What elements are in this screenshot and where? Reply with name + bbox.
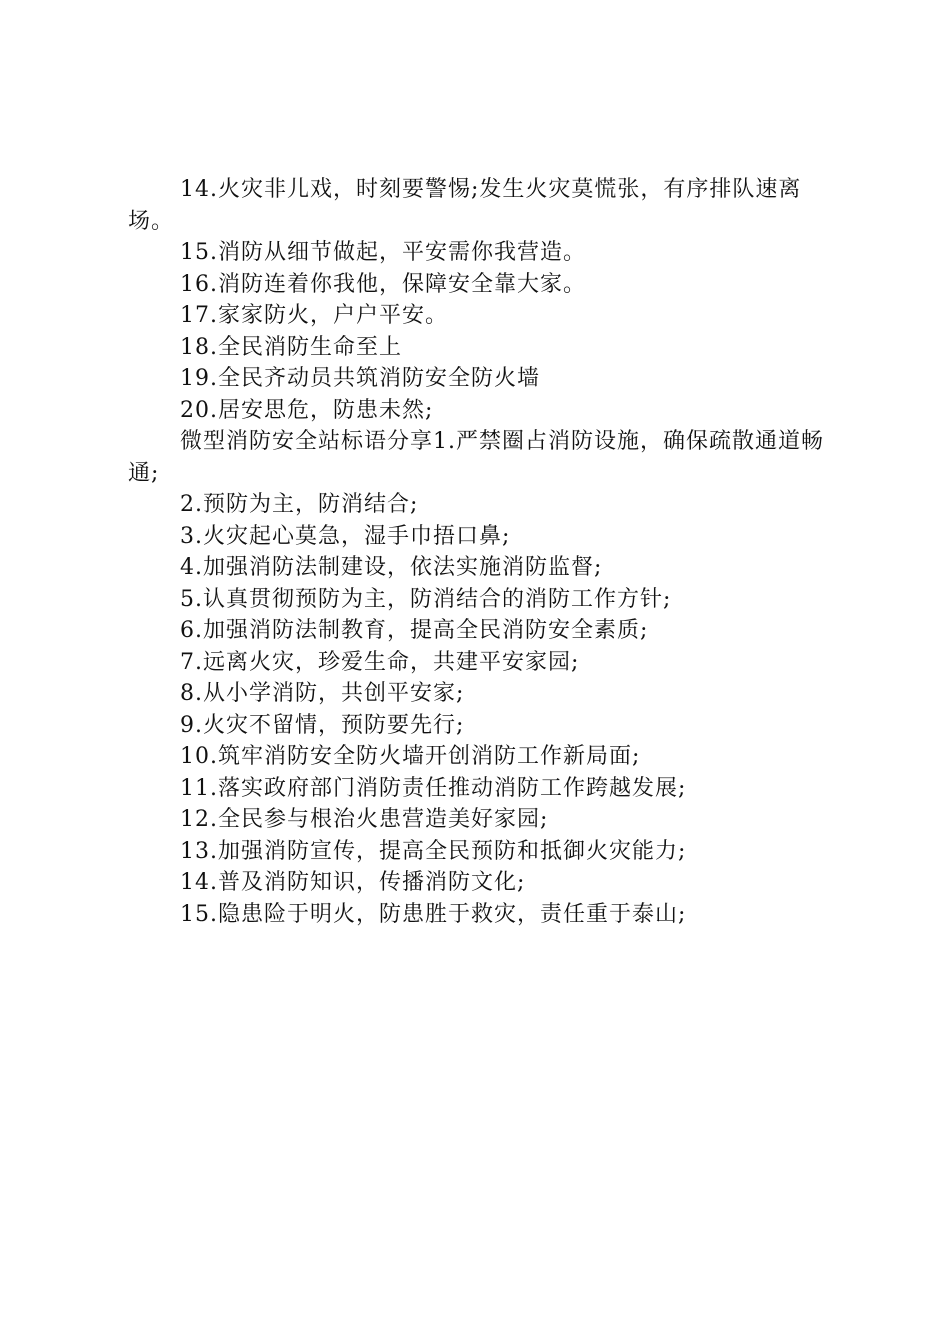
paragraph: 11.落实政府部门消防责任推动消防工作跨越发展; xyxy=(180,775,687,801)
paragraph: 14.普及消防知识，传播消防文化; xyxy=(180,870,526,895)
paragraph: 12.全民参与根治火患营造美好家园; xyxy=(180,807,549,832)
paragraph: 20.居安思危，防患未然; xyxy=(180,397,434,423)
document-body xyxy=(128,174,840,930)
paragraph: 7.远离火灾，珍爱生命，共建平安家园; xyxy=(180,649,580,675)
paragraph: 10.筑牢消防安全防火墙开创消防工作新局面; xyxy=(180,744,641,769)
paragraph: 9.火灾不留情，预防要先行; xyxy=(180,712,465,738)
paragraph: 14.火灾非儿戏，时刻要警惕;发生火灾莫慌张，有序排队速离场。 xyxy=(128,177,802,234)
paragraph: 微型消防安全站标语分享1.严禁圈占消防设施，确保疏散通道畅通; xyxy=(128,429,824,486)
paragraph: 2.预防为主，防消结合; xyxy=(180,492,419,517)
paragraph: 18.全民消防生命至上 xyxy=(180,334,402,360)
paragraph: 19.全民齐动员共筑消防安全防火墙 xyxy=(180,366,540,391)
paragraph: 4.加强消防法制建设，依法实施消防监督; xyxy=(180,555,603,580)
paragraph: 16.消防连着你我他，保障安全靠大家。 xyxy=(180,271,586,297)
paragraph: 8.从小学消防，共创平安家; xyxy=(180,681,465,706)
paragraph: 15.消防从细节做起，平安需你我营造。 xyxy=(180,240,586,265)
paragraph: 3.火灾起心莫急，湿手巾捂口鼻; xyxy=(180,523,511,549)
paragraph: 17.家家防火，户户平安。 xyxy=(180,303,448,328)
paragraph: 6.加强消防法制教育，提高全民消防安全素质; xyxy=(180,618,649,643)
paragraph: 13.加强消防宣传，提高全民预防和抵御火灾能力; xyxy=(180,838,687,864)
paragraph: 5.认真贯彻预防为主，防消结合的消防工作方针; xyxy=(180,586,672,612)
paragraph: 15.隐患险于明火，防患胜于救灾，责任重于泰山; xyxy=(180,901,687,927)
